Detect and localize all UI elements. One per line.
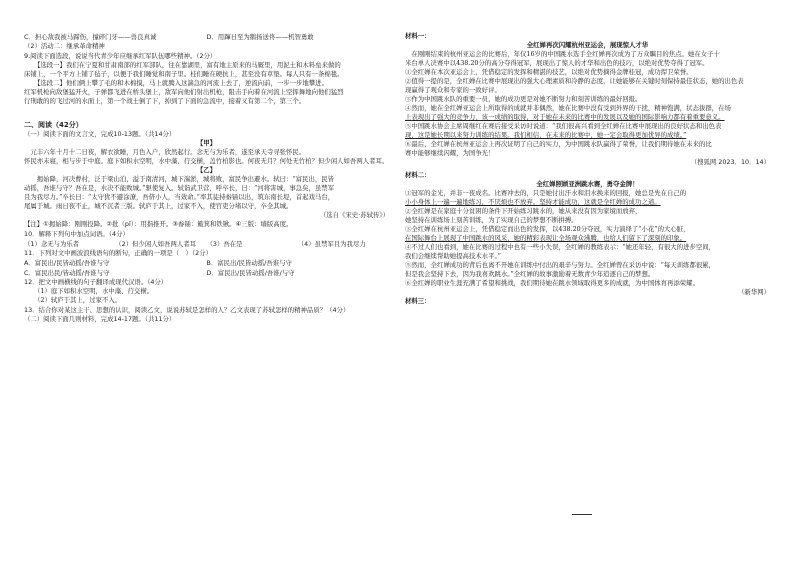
annotation-note: 【注】①揭始降：刚刚投降。②批（pī）：用指推开。③畚锸：簸箕和铁锹。④三版：墙版高度。: [24, 220, 293, 228]
question-13: 13．结合你对某这主干、思想的认识，阅读乙文，说说苏轼是怎样的人？乙文表现了苏轼怎样的精神品质？（4分）: [24, 306, 350, 314]
q11-option-d: D．富民出/民皆动摇/吾谁/与守: [206, 269, 295, 277]
text-jia-title: 【甲】: [196, 139, 217, 147]
material-2-line: ⑤然而，全红婵成功的背后也离不开她在训练中付出的艰辛与努力。全红婵曾在采访中说：“每天训练都很累，: [405, 261, 716, 269]
material-1-line: 上表现出了强大的竞争力，该一成绩的取得，对于她在未来的比赛中的发展以及她的国际影响力都有着重要意义。: [405, 113, 725, 121]
question-11-options-cd: [24, 268, 389, 278]
q10-item: （1）念无与为乐者: [24, 240, 80, 248]
left-column: [24, 32, 389, 324]
q12-item: （1）庭下如积水空明，水中藻、荇交横。: [34, 287, 154, 295]
question-10: 10．解释下列句中加点词语。（4分）: [24, 230, 129, 238]
material-1-line: ⑥最后，全红婵在杭州亚运会上再次证明了自己的实力，为中国跳水队赢得了荣誉，让我们期待她在未来的比: [405, 140, 712, 148]
material-2-line: ④不过人们也看到，她在比赛的过程中也有一些小失误，全红婵的教练表示：“她还年轻，有很大的进步空间，: [405, 243, 716, 251]
excerpt-2-line: 红军机枪向敌堡猛开火，子弹都飞进在桥头堡上，敌军向他们射出机枪，阻击手向着在河流上空挥舞地向他们猛烈: [24, 88, 344, 96]
material-2-line: ⑥全红婵的职业生涯充满了希望和挑战，我们期待她在跳水领域取得更多的成就，为中国体育再添荣耀。: [405, 279, 699, 287]
text-yi-line: 且为我尽力。”卒长曰：“太守犹不避涂潦，吾侪小人，当效命。”率其徒持畚锸以出，筑东南长堤，首起戏马台，: [24, 193, 335, 201]
text-jia-line: 怀民亦未寝，相与步于中庭。庭下如积水空明，水中藻、荇交横，盖竹柏影也。何夜无月？何处无竹柏？但少闲人如吾两人者耳。: [24, 157, 389, 165]
material-1-source: （搜狐网 2023．10．14）: [690, 158, 770, 166]
activity-two: （2）活动二：继承革命精神: [24, 42, 105, 50]
options-row-cd: [24, 32, 389, 42]
question-10-items: [24, 239, 389, 249]
section-reading-title: 二、阅读（42分）: [24, 121, 83, 129]
excerpt-1-line: 床铺上，一个平方上铺了毡子，以便于我们睡觉和南子里。桂们睡在硬抗上，甚至没有草垫。每人只有一条棉毯。: [24, 70, 344, 78]
material-2-line: 小小身体上一遍一遍地练习，不厌烦也不放弃。坚持才能成功，这就是全红婵的成功之道。: [405, 198, 661, 206]
material-1-line: 现赢得了观众和专家的一致好评。: [405, 86, 501, 94]
material-1-line: 在刚刚结束的杭州亚运会的比赛后，年仅16岁的中国跳水选手全红婵再次成为了万众瞩目的焦点。她在女子十: [405, 50, 720, 58]
q10-item: （4）虽禁军且为我尽力: [297, 240, 366, 248]
material-1-line: ①全红婵在本次亚运会上，凭借稳定的发挥和精湛的技艺，以绝对优势摘得金牌桂冠，成功捍卫荣誉。: [405, 68, 693, 76]
excerpt-2-line: 行刑敢的的飞过河的水面上，第一个战士倒了下，掉到了下面的急流中，接着又有第二个，第三个。: [24, 97, 306, 105]
material-1-line: ③作为中国跳水队的重要一员，她的成功更是对她不断努力和刻苦训练的最好回报。: [405, 95, 642, 103]
question-11: 11．下列对文中画波浪线语句的断句，正确的一项是（ ）（2分）: [24, 249, 212, 257]
subsection-2-title: （二）阅读下面几则材料，完成14-17题。（共11分）: [24, 315, 176, 323]
option-c: C．担心敌我被马蹄伤，撞碎门牙——兽良真诚: [24, 33, 157, 41]
material-2-line: ③全红婵在杭州亚运会上，凭借稳定而出色的发挥，以438.20分夺冠，实力演绎了“小花”的大心脏，: [405, 225, 690, 233]
material-1-title: 全红婵再次闪耀杭州亚运会，展现惊人才华: [526, 41, 649, 49]
material-2-line: 但是我会坚持下去，因为我喜欢跳水。”全红婵的故事激励着无数青少年追逐自己的梦想。: [405, 270, 655, 278]
question-11-options-ab: [24, 258, 389, 268]
material-2-title: 全红婵照顾亚洲跳水赛，勇夺金牌！: [536, 180, 639, 188]
q10-item: （2）但少闲人如吾两人者耳: [115, 240, 197, 248]
material-1-line: ②值得一提的是，全红婵在比赛中展现出的强大心理素质和冷静的态度，让她能够在关键时刻保持最佳状态，她的出色表: [405, 77, 744, 85]
subsection-1-title: （一）阅读下面的文言文，完成10-13题。（共14分）: [24, 130, 176, 138]
q11-option-c: C．富民出民/皆动摇/吾谁与守: [24, 269, 110, 277]
excerpt-1-line: 【选段一】我们在宁夏和甘肃南部的红军部队，往在靠湖里，富有地主原来的马厩里，用泥土和木料垒来做的: [34, 61, 341, 69]
material-2-label: 材料二：: [405, 171, 431, 179]
material-1-label: 材料一：: [405, 32, 431, 40]
text-yi-title: 【乙】: [196, 166, 217, 174]
q10-item: （3）吾在是: [206, 240, 243, 248]
excerpt-2-line: 【选段二】他们俩上攀了毛的和木棉摸，马上就腾入这湍急的河流上去了，逆流向前，一步一步地攀进。: [34, 79, 328, 87]
question-9: 9.阅读下面选段，说说当代青少年应继承红军队伍哪些精神。（2分）: [24, 52, 217, 60]
text-yi-line: 尾属于城。雨日夜不止，城不沉者三版。轼庐于其上，过家不入，使官吏分堵以守，卒全其城。: [24, 202, 293, 210]
question-12: 12．把文中画横线的句子翻译成现代汉语。（4分）: [24, 278, 168, 286]
q12-item: （2）轼庐于其上，过家不入。: [34, 296, 122, 304]
text-jia-line: 元丰六年十月十二日夜，解衣欲睡，月色入户，欣然起行。念无与为乐者，遂至承天寺寻张怀民。: [24, 148, 306, 156]
material-2-line: 在国际舞台上展现了中国跳水的风采，她的精彩表现让全场观众沸腾，也给人们留下了深刻的印象。: [405, 234, 687, 242]
material-2-line: 我们会继续帮助她提高技术水平。”: [405, 252, 501, 260]
text-yi-source: （选自《宋史·苏轼传》）: [319, 211, 389, 219]
material-1-line: ⑤中国跳水协会主席周继红在赛后接受采访时说道：“我们很高兴看到全红婵在比赛中展现出的良好状态和出色表: [405, 122, 722, 130]
option-d: D．用蹿日至为鹅扬送佟——机智勇敢: [206, 33, 314, 41]
material-1-line: ④然而，她在全红婵亚运会上所取得的成就并非偶然，她在比赛中没有受到外界的干扰，精神饱满，状态拔群，在场: [405, 104, 731, 112]
material-1-line: 米台单人决赛中以438.20分的高分夺得冠军，展现出了惊人的才华和出色的技巧，以绝对优势夺得了冠军。: [405, 59, 709, 67]
material-2-line: ①冠军的金光，并非一夜成名。比赛冲去的，只是她付出汗水和泪水换来的回报，她总是先在自己的: [405, 189, 687, 197]
text-yi-line: 揭始降，河决曹村，泛于梁山泊，溢于南清河，城下湍淤，城将败，富民争出避水。轼曰：“富民出，民皆: [24, 175, 335, 183]
material-3-label: 材料三：: [405, 297, 431, 305]
right-column: [405, 32, 770, 306]
page-divider-line: [572, 514, 592, 515]
material-1-line: 赛中能够继续闪耀，为国争光！: [405, 149, 495, 157]
material-2-line: ②全红婵是在家庭十分贫困的条件下开始练习跳水的，她从来没有因为家境而放弃，: [405, 207, 642, 215]
text-yi-line: 动摇，吾谁与守？吾在是，水决不能败城。”驱使复入。轼诣武卫营，呼卒长，曰：“河将害城，事急矣，虽禁军: [24, 184, 335, 192]
q11-option-a: A．富民出/民皆动摇/吾谁与守: [24, 259, 110, 267]
material-2-source: （新华网）: [738, 288, 770, 296]
q11-option-b: B．富民出/民皆动摇/吾谁与守: [206, 259, 292, 267]
material-1-line: 现，这是她长期以来努力训练的结果。我们相信，在未来的比赛中，她一定会取得更加优异的成绩。”: [405, 131, 687, 139]
material-2-line: 她坚持在训练场上刻苦训练，为了实现自己的梦想不断拼搏。: [405, 216, 578, 224]
